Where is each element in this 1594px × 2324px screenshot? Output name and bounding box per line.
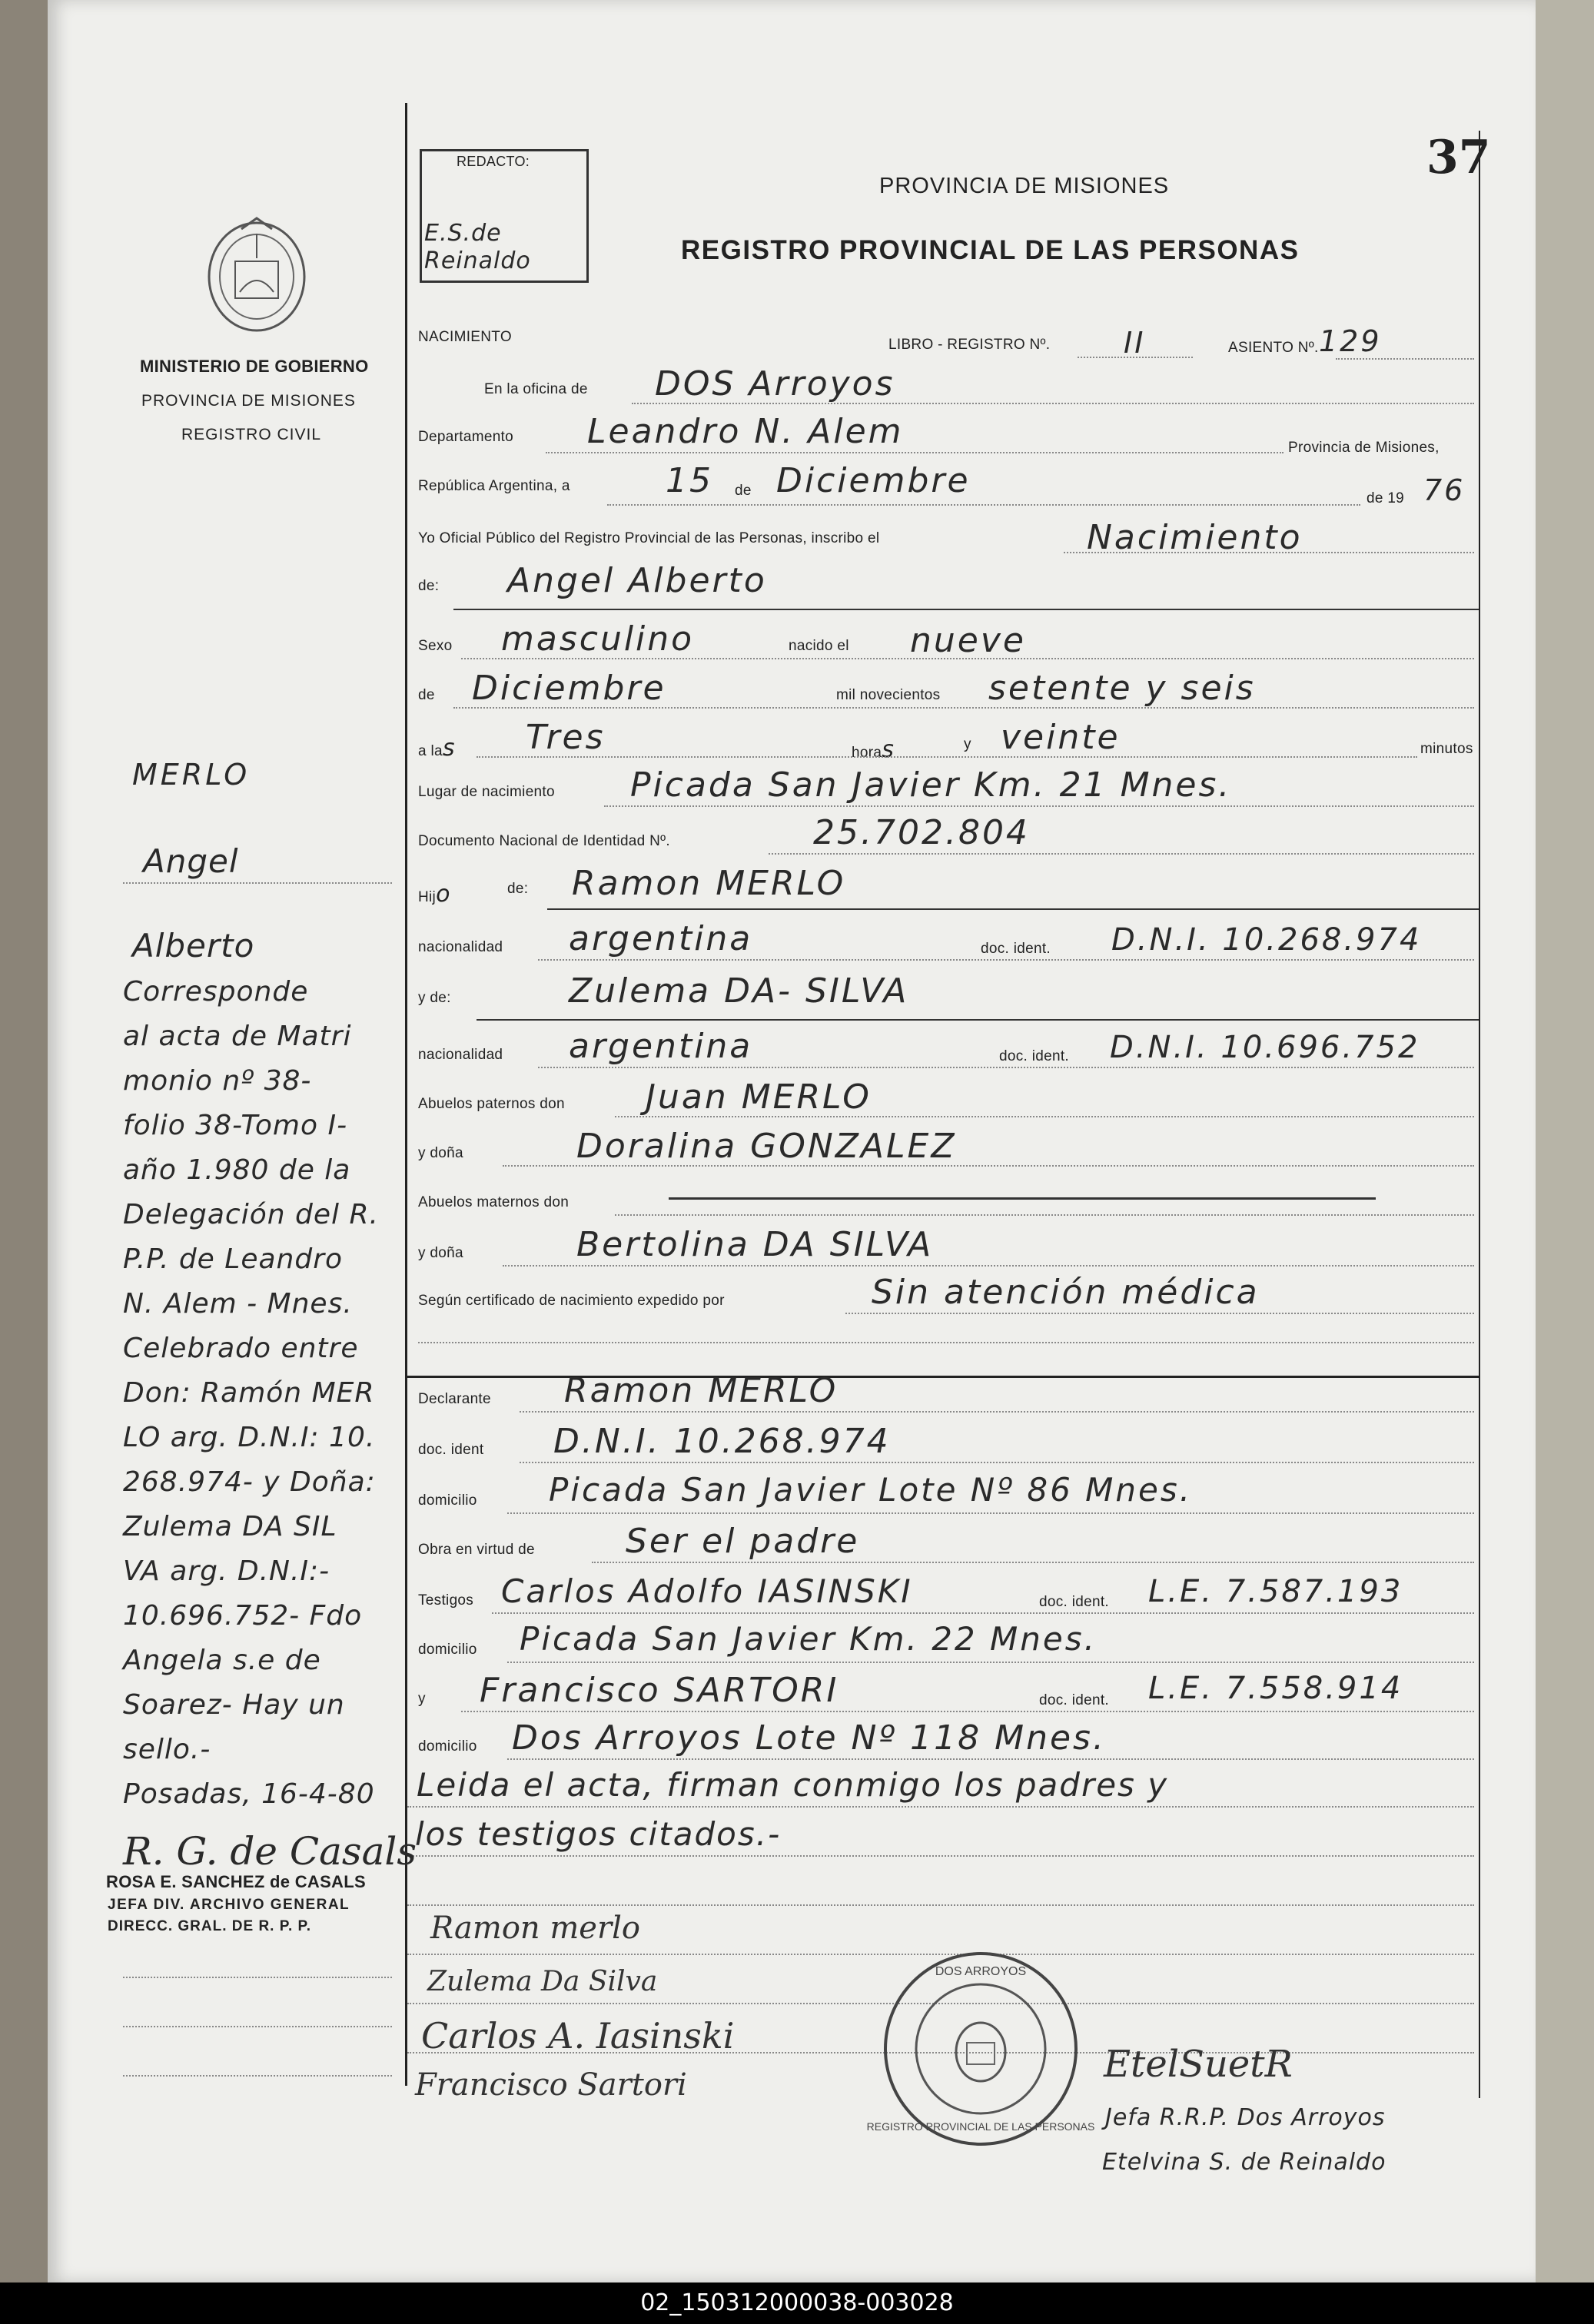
margin-second-name: Alberto bbox=[132, 927, 255, 964]
y-label: y bbox=[964, 736, 971, 752]
testigo2-value: Francisco SARTORI bbox=[480, 1671, 839, 1710]
hijo-label: Hijo bbox=[418, 881, 450, 908]
leida-line-2: los testigos citados.- bbox=[415, 1815, 782, 1853]
oficina-value: DOS Arroyos bbox=[655, 364, 895, 403]
de-mes-label: de bbox=[418, 687, 435, 703]
obra-label: Obra en virtud de bbox=[418, 1542, 535, 1558]
dia-value: 15 bbox=[666, 461, 713, 500]
blank-dots-1 bbox=[407, 1904, 1474, 1906]
testigo1-dots bbox=[492, 1612, 1474, 1614]
testigo2-dom-value: Dos Arroyos Lote Nº 118 Mnes. bbox=[512, 1718, 1106, 1758]
nombre-underline bbox=[453, 609, 1479, 610]
testigo1-dom-value: Picada San Javier Km. 22 Mnes. bbox=[520, 1620, 1097, 1658]
padre-nac-value: argentina bbox=[569, 919, 753, 958]
margin-dots-1 bbox=[123, 882, 392, 884]
hijo-de-label: de: bbox=[507, 881, 529, 897]
horas-label: horas bbox=[852, 736, 895, 763]
madre-value: Zulema DA- SILVA bbox=[569, 971, 909, 1011]
certificado-label: Según certificado de nacimiento expedido por bbox=[418, 1293, 725, 1309]
abuela-paterna-dots bbox=[503, 1165, 1474, 1167]
testigo2-doc-label: doc. ident. bbox=[1039, 1692, 1109, 1708]
madre-nac-dots bbox=[538, 1067, 1474, 1068]
libro-dots bbox=[1078, 357, 1193, 358]
obra-value: Ser el padre bbox=[626, 1522, 860, 1561]
yo-oficial-label: Yo Oficial Público del Registro Provincial de las Personas, inscribo el bbox=[418, 530, 880, 546]
official-title: JEFA DIV. ARCHIVO GENERAL bbox=[108, 1897, 350, 1913]
lugar-dots bbox=[604, 805, 1474, 807]
lugar-label: Lugar de nacimiento bbox=[418, 784, 555, 800]
abuelo-paterno-dots bbox=[615, 1116, 1474, 1117]
padre-nac-dots bbox=[538, 959, 1474, 961]
y2-label: y bbox=[418, 1691, 426, 1707]
footer-filename: 02_150312000038-003028 bbox=[0, 2282, 1594, 2324]
nacido-anio-value: setente y seis bbox=[988, 669, 1256, 708]
margin-note-line: Zulema DA SIL bbox=[123, 1511, 337, 1542]
republica-dots bbox=[607, 504, 1360, 506]
declarante-doc-dots bbox=[520, 1462, 1474, 1463]
yo-dots bbox=[1064, 552, 1474, 553]
madre-nac-label: nacionalidad bbox=[418, 1047, 503, 1063]
binding-edge bbox=[1528, 0, 1594, 2282]
margin-note-line: N. Alem - Mnes. bbox=[123, 1288, 353, 1320]
testigo1-dom-dots bbox=[507, 1662, 1474, 1663]
abuelo-materno-dots bbox=[615, 1214, 1474, 1216]
leida-dots-2 bbox=[407, 1855, 1474, 1857]
hijo-suffix: o bbox=[436, 881, 450, 908]
abuelos-maternos-label: Abuelos maternos don bbox=[418, 1194, 570, 1210]
anio-value: 76 bbox=[1423, 473, 1466, 507]
declarante-value: Ramon MERLO bbox=[564, 1371, 839, 1410]
libro-value: II bbox=[1124, 326, 1146, 360]
margin-note-line: 268.974- y Doña: bbox=[123, 1466, 376, 1498]
margin-note-line: sello.- bbox=[123, 1734, 211, 1765]
madre-nac-value: argentina bbox=[569, 1027, 753, 1066]
redacto-value-1: E.S.de bbox=[424, 220, 502, 247]
declarante-label: Declarante bbox=[418, 1391, 491, 1407]
header-province: PROVINCIA DE MISIONES bbox=[879, 174, 1170, 198]
sexo-value: masculino bbox=[501, 619, 695, 659]
declarante-dots bbox=[520, 1411, 1474, 1413]
nacido-label: nacido el bbox=[789, 638, 849, 654]
certificado-dots-2 bbox=[418, 1342, 1474, 1343]
asiento-value: 129 bbox=[1319, 324, 1382, 358]
margin-note-line: Delegación del R. bbox=[123, 1199, 379, 1230]
declarante-doc-value: D.N.I. 10.268.974 bbox=[553, 1422, 891, 1461]
padre-doc-label: doc. ident. bbox=[981, 941, 1051, 957]
official-direction: DIRECC. GRAL. DE R. P. P. bbox=[108, 1918, 312, 1934]
margin-note-line: 10.696.752- Fdo bbox=[123, 1600, 363, 1632]
margin-note-line: al acta de Matri bbox=[123, 1021, 352, 1052]
abuela-materna-value: Bertolina DA SILVA bbox=[576, 1225, 934, 1264]
left-civil-registry: REGISTRO CIVIL bbox=[181, 426, 322, 443]
margin-note-line: monio nº 38- bbox=[123, 1065, 312, 1097]
margin-note-line: Soarez- Hay un bbox=[123, 1689, 345, 1721]
page-number: 37 bbox=[1426, 131, 1491, 184]
padre-nac-label: nacionalidad bbox=[418, 939, 503, 955]
declarante-dom-label: domicilio bbox=[418, 1492, 477, 1509]
official-signature: R. G. de Casals bbox=[123, 1829, 417, 1874]
minutos-label: minutos bbox=[1420, 741, 1473, 757]
nacido-mes-value: Diciembre bbox=[472, 669, 666, 708]
jefa-line-1: Jefa R.R.P. Dos Arroyos bbox=[1105, 2104, 1386, 2131]
leida-dots-1 bbox=[407, 1806, 1474, 1808]
departamento-label: Departamento bbox=[418, 429, 514, 445]
madre-doc-value: D.N.I. 10.696.752 bbox=[1110, 1030, 1420, 1065]
leida-line-1: Leida el acta, firman conmigo los padres y bbox=[417, 1766, 1169, 1804]
madre-doc-label: doc. ident. bbox=[999, 1048, 1069, 1064]
dni-dots bbox=[769, 853, 1474, 855]
left-province: PROVINCIA DE MISIONES bbox=[141, 392, 356, 410]
redacto-label: REDACTO: bbox=[457, 154, 530, 169]
y-de-label: y de: bbox=[418, 990, 451, 1006]
testigo2-dots bbox=[461, 1711, 1474, 1712]
coat-of-arms-seal bbox=[201, 215, 312, 335]
official-name: ROSA E. SANCHEZ de CASALS bbox=[106, 1872, 366, 1891]
provincia-label: Provincia de Misiones, bbox=[1288, 440, 1440, 456]
margin-note-line: P.P. de Leandro bbox=[123, 1243, 344, 1275]
inscribo-value: Nacimiento bbox=[1087, 518, 1303, 557]
margin-note-line: Angela s.e de bbox=[123, 1645, 321, 1676]
obra-dots bbox=[592, 1562, 1474, 1563]
abuelo-paterno-value: Juan MERLO bbox=[646, 1077, 872, 1117]
margin-note-line: Posadas, 16-4-80 bbox=[123, 1778, 375, 1810]
departamento-dots bbox=[546, 452, 1284, 453]
signature-jefa: EtelSuetR bbox=[1104, 2043, 1293, 2086]
padre-underline bbox=[547, 908, 1479, 910]
oficina-label: En la oficina de bbox=[484, 381, 588, 397]
republica-de-label: de bbox=[735, 483, 752, 499]
margin-note-line: Celebrado entre bbox=[123, 1333, 359, 1364]
mes-value: Diciembre bbox=[776, 461, 971, 500]
margin-surname: MERLO bbox=[132, 758, 251, 792]
departamento-value: Leandro N. Alem bbox=[587, 412, 904, 451]
testigos-label: Testigos bbox=[418, 1592, 474, 1609]
margin-first-name: Angel bbox=[143, 842, 239, 880]
declarante-dom-value: Picada San Javier Lote Nº 86 Mnes. bbox=[549, 1471, 1193, 1509]
mes-dots bbox=[453, 707, 1474, 709]
padre-doc-value: D.N.I. 10.268.974 bbox=[1111, 922, 1422, 958]
declarante-dom-dots bbox=[507, 1512, 1474, 1514]
de-persona-label: de: bbox=[418, 578, 440, 594]
jefa-line-2: Etelvina S. de Reinaldo bbox=[1102, 2149, 1386, 2176]
abuelos-paternos-label: Abuelos paternos don bbox=[418, 1096, 565, 1112]
padre-value: Ramon MERLO bbox=[572, 864, 846, 903]
margin-dots-bottom-1 bbox=[123, 1977, 392, 1978]
a-las-label: a las bbox=[418, 735, 455, 762]
svg-text:REGISTRO PROVINCIAL DE LAS PER: REGISTRO PROVINCIAL DE LAS PERSONAS bbox=[866, 2120, 1095, 2133]
nombre-value: Angel Alberto bbox=[507, 561, 767, 600]
declarante-doc-label: doc. ident bbox=[418, 1442, 484, 1458]
horas-dots bbox=[477, 756, 1417, 758]
testigo1-doc-label: doc. ident. bbox=[1039, 1594, 1109, 1610]
republica-label: República Argentina, a bbox=[418, 478, 570, 494]
right-border bbox=[1479, 131, 1480, 2098]
sexo-label: Sexo bbox=[418, 638, 453, 654]
abuela-paterna-value: Doralina GONZALEZ bbox=[576, 1127, 957, 1166]
testigo1-doc-value: L.E. 7.587.193 bbox=[1148, 1574, 1403, 1609]
signature-witness-2: Francisco Sartori bbox=[415, 2067, 687, 2103]
form-type-label: NACIMIENTO bbox=[418, 329, 512, 345]
testigo1-dom-label: domicilio bbox=[418, 1642, 477, 1658]
libro-label: LIBRO - REGISTRO Nº. bbox=[888, 337, 1051, 353]
horas-value: Tres bbox=[526, 718, 606, 757]
testigo2-doc-value: L.E. 7.558.914 bbox=[1148, 1671, 1403, 1706]
margin-dots-bottom-3 bbox=[123, 2075, 392, 2077]
y-dona-label-2: y doña bbox=[418, 1245, 463, 1261]
ministry-title: MINISTERIO DE GOBIERNO bbox=[140, 357, 369, 376]
redacto-value-2: Reinaldo bbox=[424, 247, 531, 274]
testigo2-dom-label: domicilio bbox=[418, 1738, 477, 1755]
registry-round-stamp bbox=[866, 1949, 1095, 2149]
dni-value: 25.702.804 bbox=[813, 813, 1030, 852]
mil-label: mil novecientos bbox=[836, 687, 941, 703]
column-divider bbox=[405, 103, 407, 2086]
testigo2-dom-dots bbox=[507, 1758, 1474, 1760]
sexo-dots bbox=[461, 658, 1474, 659]
certificado-value: Sin atención médica bbox=[872, 1273, 1260, 1312]
nacido-dia-value: nueve bbox=[910, 621, 1026, 660]
margin-note-line: Don: Ramón MER bbox=[123, 1377, 375, 1409]
signature-mother: Zulema Da Silva bbox=[427, 1966, 658, 1997]
madre-underline bbox=[477, 1019, 1479, 1021]
abuela-materna-dots bbox=[503, 1265, 1474, 1267]
minutos-value: veinte bbox=[1001, 718, 1121, 757]
oficina-dots bbox=[632, 403, 1474, 404]
testigo1-value: Carlos Adolfo IASINSKI bbox=[501, 1572, 913, 1610]
a-las-suffix: s bbox=[442, 735, 455, 762]
lugar-value: Picada San Javier Km. 21 Mnes. bbox=[630, 765, 1232, 805]
margin-note-line: año 1.980 de la bbox=[123, 1154, 351, 1186]
asiento-label: ASIENTO Nº. bbox=[1228, 340, 1319, 356]
dni-label: Documento Nacional de Identidad Nº. bbox=[418, 833, 670, 849]
horas-suffix: s bbox=[882, 736, 895, 763]
certificado-dots bbox=[845, 1313, 1474, 1314]
signature-witness-1: Carlos A. Iasinski bbox=[421, 2015, 735, 2057]
signature-father: Ramon merlo bbox=[430, 1911, 640, 1946]
y-dona-label-1: y doña bbox=[418, 1145, 463, 1161]
anio-prefix: de 19 bbox=[1367, 490, 1405, 506]
header-registry: REGISTRO PROVINCIAL DE LAS PERSONAS bbox=[681, 235, 1300, 265]
asiento-dots bbox=[1336, 358, 1474, 360]
abuelo-materno-line bbox=[669, 1197, 1376, 1200]
margin-note-line: LO arg. D.N.I: 10. bbox=[123, 1422, 376, 1453]
svg-text:DOS ARROYOS: DOS ARROYOS bbox=[935, 1965, 1027, 1978]
margin-note-line: folio 38-Tomo I- bbox=[123, 1110, 348, 1141]
margin-note-line: Corresponde bbox=[123, 976, 309, 1008]
margin-note-line: VA arg. D.N.I:- bbox=[123, 1555, 330, 1587]
margin-dots-bottom-2 bbox=[123, 2026, 392, 2027]
